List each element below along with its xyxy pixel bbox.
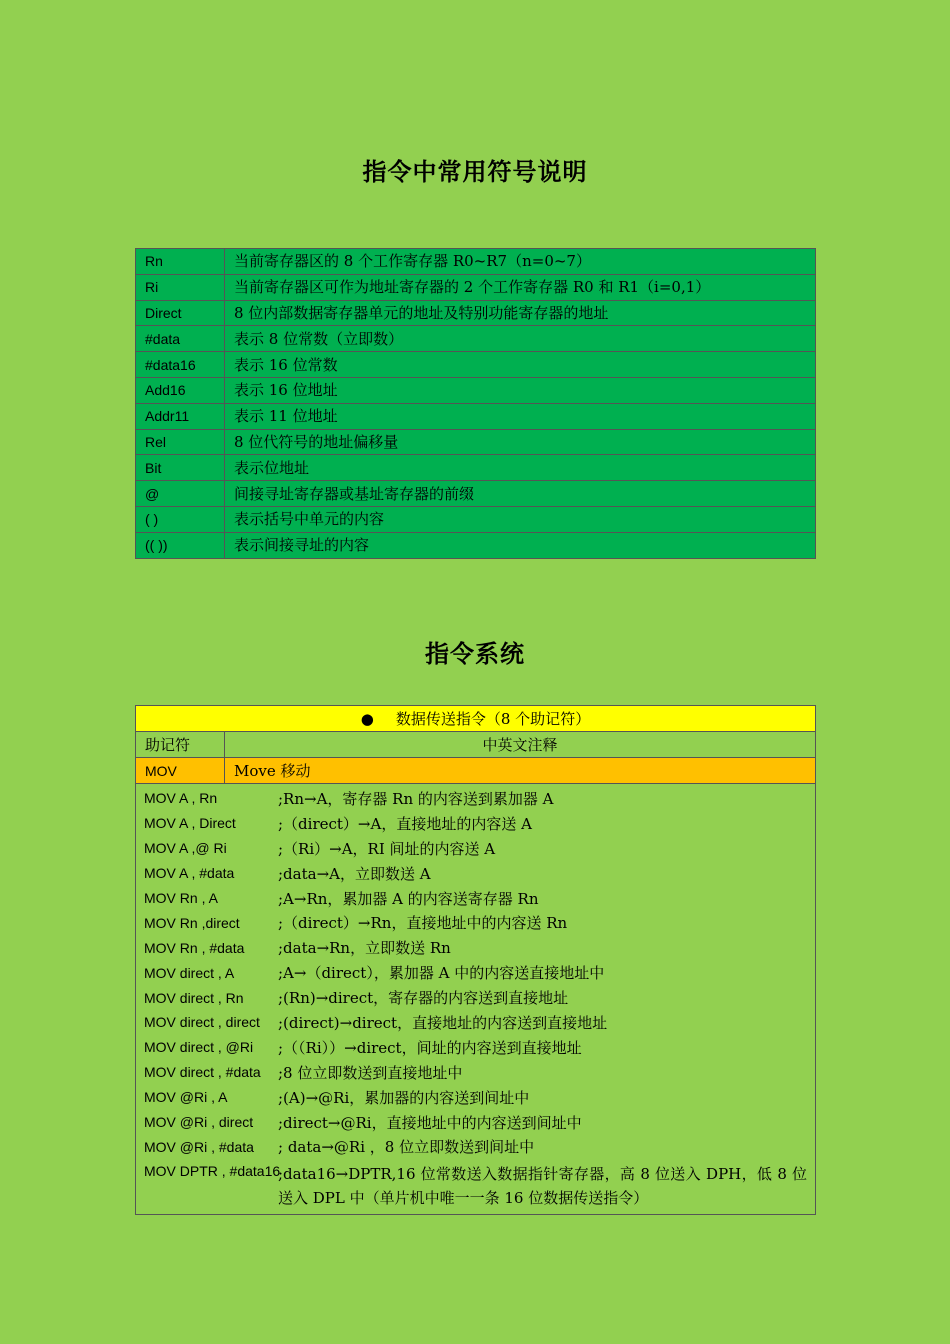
- symbol-key: Bit: [136, 455, 225, 481]
- symbol-description: 表示 8 位常数（立即数）: [225, 326, 816, 352]
- column-header-notes: 中英文注释: [225, 732, 816, 758]
- instruction-item: [144, 1060, 807, 1085]
- instruction-description: ;data16→DPTR,16 位常数送入数据指针寄存器，高 8 位送入 DPH，低 8 位送入 DPL 中（单片机中唯一一条 16 位数据传送指令）: [278, 1165, 807, 1208]
- instruction-mnemonic: MOV A , #data: [144, 865, 235, 882]
- mnemonic-description: Move 移动: [225, 758, 816, 784]
- symbol-key: Rel: [136, 429, 225, 455]
- instruction-mnemonic: MOV direct , Rn: [144, 989, 244, 1006]
- page-title: 指令中常用符号说明: [362, 157, 588, 186]
- symbol-description: 表示 16 位常数: [225, 352, 816, 378]
- instruction-description: ;Rn→A，寄存器 Rn 的内容送到累加器 A: [278, 789, 554, 808]
- symbol-description: 表示位地址: [225, 455, 816, 481]
- symbol-row: [136, 377, 816, 403]
- instruction-description: ;8 位立即数送到直接地址中: [278, 1063, 463, 1082]
- symbol-description: 表示括号中单元的内容: [225, 506, 816, 532]
- instruction-mnemonic: MOV DPTR , #data16: [144, 1163, 281, 1180]
- instruction-description: ;direct→@Ri，直接地址中的内容送到间址中: [278, 1113, 582, 1132]
- symbol-description: 表示间接寻址的内容: [225, 532, 816, 558]
- symbol-description: 8 位内部数据寄存器单元的地址及特别功能寄存器的地址: [225, 300, 816, 326]
- instruction-description: ;data→A，立即数送 A: [278, 864, 431, 883]
- instruction-item: [144, 1085, 807, 1110]
- instruction-description: ;（direct）→A，直接地址的内容送 A: [278, 814, 532, 833]
- instruction-item: [144, 1134, 807, 1159]
- instruction-description: ;A→（direct），累加器 A 中的内容送直接地址中: [278, 964, 605, 983]
- instruction-description: ; data→@Ri ，8 位立即数送到间址中: [278, 1138, 535, 1157]
- instruction-description: ;(Rn)→direct，寄存器的内容送到直接地址: [278, 989, 569, 1008]
- mnemonic-name: MOV: [136, 758, 225, 784]
- column-header-mnemonic: 助记符: [136, 732, 225, 758]
- symbol-row: [136, 249, 816, 275]
- symbol-row: [136, 506, 816, 532]
- instruction-item: [144, 786, 807, 811]
- instruction-mnemonic: MOV direct , direct: [144, 1014, 260, 1031]
- instruction-mnemonic: MOV direct , #data: [144, 1064, 261, 1081]
- section-header-text: 数据传送指令（8 个助记符）: [395, 710, 591, 728]
- instruction-list: [136, 784, 816, 1215]
- bullet-icon: ●: [360, 710, 374, 728]
- instruction-item: [144, 985, 807, 1010]
- instruction-item: [144, 910, 807, 935]
- symbol-row: [136, 352, 816, 378]
- instruction-mnemonic: MOV @Ri , #data: [144, 1138, 254, 1155]
- instruction-item: [144, 1010, 807, 1035]
- instruction-item: [144, 960, 807, 985]
- symbol-row: [136, 532, 816, 558]
- symbol-description: 间接寻址寄存器或基址寄存器的前缀: [225, 481, 816, 507]
- instruction-description: ;(direct)→direct，直接地址的内容送到直接地址: [278, 1013, 608, 1032]
- symbol-description: 表示 11 位地址: [225, 403, 816, 429]
- instruction-mnemonic: MOV A , Direct: [144, 815, 236, 832]
- instruction-mnemonic: MOV @Ri , direct: [144, 1114, 254, 1131]
- symbol-key: Ri: [136, 274, 225, 300]
- instruction-description: ;（（Ri））→direct，间址的内容送到直接地址: [278, 1038, 582, 1057]
- instruction-item: [144, 811, 807, 836]
- symbol-description: 当前寄存器区可作为地址寄存器的 2 个工作寄存器 R0 和 R1（i=0,1）: [225, 274, 816, 300]
- section-header: [136, 706, 816, 732]
- instruction-description: ;（direct）→Rn，直接地址中的内容送 Rn: [278, 914, 568, 933]
- symbol-row: [136, 300, 816, 326]
- instruction-item: [144, 861, 807, 886]
- instruction-item: [144, 1110, 807, 1135]
- section-title: 指令系统: [425, 639, 525, 668]
- symbol-key: (( )): [136, 532, 225, 558]
- instruction-description: ;A→Rn，累加器 A 的内容送寄存器 Rn: [278, 889, 539, 908]
- section-header-row: [136, 706, 816, 732]
- instruction-mnemonic: MOV @Ri , A: [144, 1089, 228, 1106]
- symbol-row: [136, 455, 816, 481]
- instruction-item: [144, 886, 807, 911]
- instruction-description: ;data→Rn，立即数送 Rn: [278, 939, 451, 958]
- instruction-mnemonic: MOV A , Rn: [144, 790, 218, 807]
- instruction-mnemonic: MOV Rn , #data: [144, 939, 245, 956]
- instruction-mnemonic: MOV A ,@ Ri: [144, 840, 227, 857]
- symbol-key: Rn: [136, 249, 225, 275]
- symbol-key: @: [136, 481, 225, 507]
- symbol-description: 表示 16 位地址: [225, 377, 816, 403]
- instruction-mnemonic: MOV Rn , A: [144, 890, 218, 906]
- symbol-key: #data16: [136, 352, 225, 378]
- symbol-key: ( ): [136, 506, 225, 532]
- symbol-table: [135, 248, 816, 559]
- symbol-key: Direct: [136, 300, 225, 326]
- instruction-item: [144, 1035, 807, 1060]
- symbol-key: #data: [136, 326, 225, 352]
- symbol-description: 当前寄存器区的 8 个工作寄存器 R0~R7（n=0~7）: [225, 249, 816, 275]
- symbol-row: [136, 326, 816, 352]
- symbol-description: 8 位代符号的地址偏移量: [225, 429, 816, 455]
- instruction-item: [144, 935, 807, 960]
- instruction-item: [144, 836, 807, 861]
- instruction-table: [135, 705, 816, 1215]
- symbol-key: Addr11: [136, 403, 225, 429]
- instruction-mnemonic: MOV direct , A: [144, 964, 235, 981]
- column-header-row: [136, 732, 816, 758]
- instruction-description: ;(A)→@Ri，累加器的内容送到间址中: [278, 1088, 530, 1107]
- symbol-row: [136, 274, 816, 300]
- instruction-mnemonic: MOV direct , @Ri: [144, 1039, 254, 1056]
- mnemonic-row: [136, 758, 816, 784]
- symbol-row: [136, 403, 816, 429]
- instruction-description: ;（Ri）→A，RI 间址的内容送 A: [278, 839, 496, 858]
- symbol-row: [136, 481, 816, 507]
- symbol-row: [136, 429, 816, 455]
- instruction-mnemonic: MOV Rn ,direct: [144, 914, 240, 931]
- instruction-item-last: [144, 1159, 807, 1210]
- symbol-key: Add16: [136, 377, 225, 403]
